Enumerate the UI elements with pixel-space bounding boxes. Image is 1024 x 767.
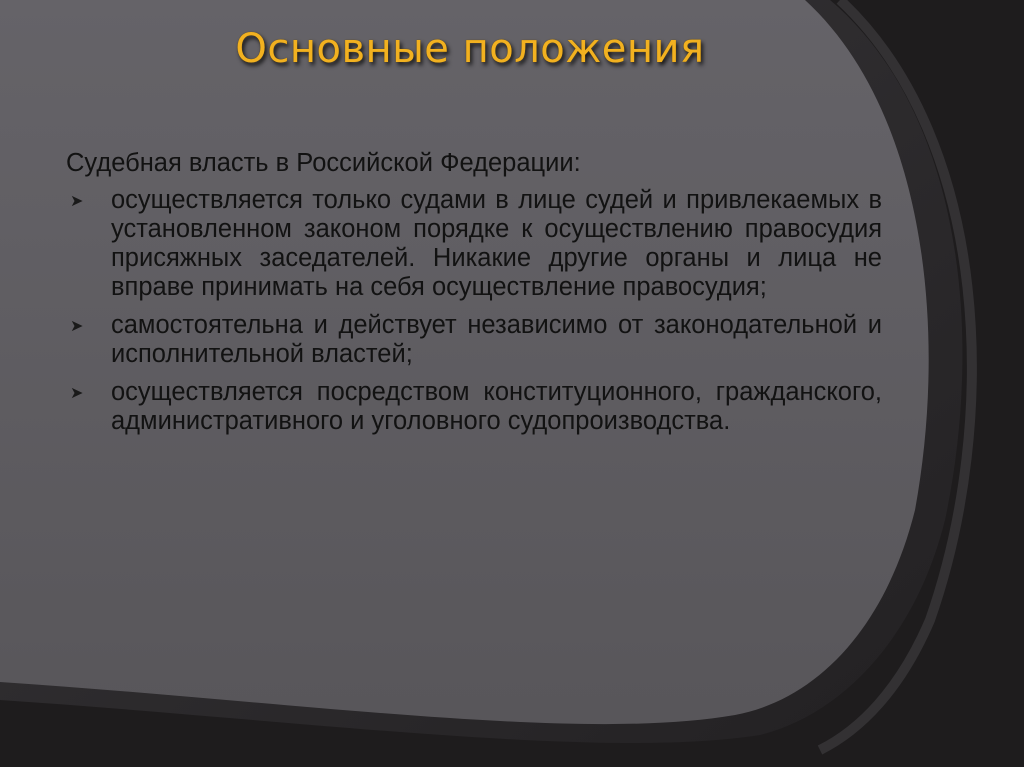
arrowhead-bullet-icon: ➤ [70,383,84,402]
arrowhead-bullet-icon: ➤ [70,316,84,335]
list-item [66,378,882,436]
slide-title: Основные положения [235,26,705,72]
intro-text: Судебная власть в Российской Федерации: [66,149,581,177]
list-item [66,311,882,369]
list-item [66,186,882,302]
arrowhead-bullet-icon: ➤ [70,191,84,210]
bullet-list [66,186,882,436]
bullet-text: самостоятельна и действует независимо от законодательной и исполнительной властей; [111,311,882,368]
slide-body [66,149,882,445]
bullet-text: осуществляется посредством конституционного, гражданского, административного и уголовного судопроизводства. [111,378,882,435]
bullet-text: осуществляется только судами в лице судей и привлекаемых в установленном законом порядке к осуществлению правосудия присяжных заседателей. Никакие другие органы и лица не вправе принимать на себя осуществление правосудия; [111,186,882,301]
